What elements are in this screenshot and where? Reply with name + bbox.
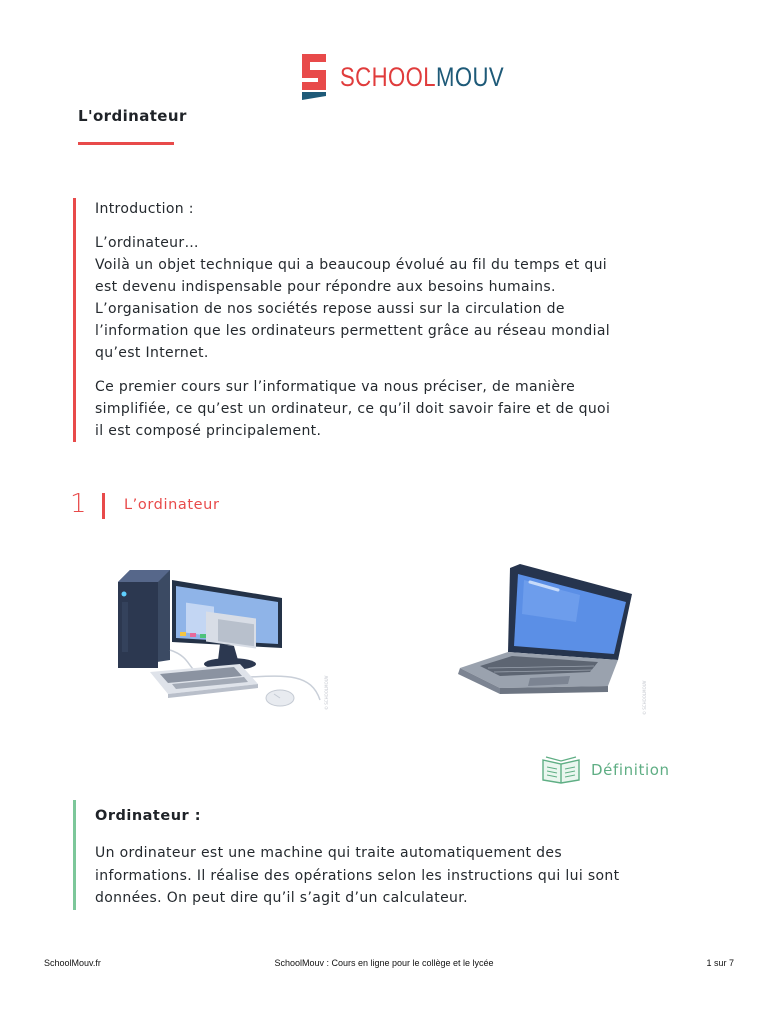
definition-block [73, 800, 715, 910]
footer-tagline: SchoolMouv : Cours en ligne pour le collège et le lycée [274, 958, 494, 968]
definition-text [95, 842, 715, 910]
svg-text:© SCHOOLMOUV: © SCHOOLMOUV [324, 675, 329, 710]
intro-line: simplifiée, ce qu’est un ordinateur, ce qu’il doit savoir faire et de quoi [95, 401, 611, 417]
footer-page-number: 1 sur 7 [706, 958, 734, 968]
intro-line: Voilà un objet technique qui a beaucoup évolué au fil du temps et qui [95, 257, 608, 273]
open-book-icon [540, 754, 582, 784]
intro-line: Ce premier cours sur l’informatique va nous préciser, de manière [95, 379, 576, 395]
definition-line: informations. Il réalise des opérations selon les instructions qui lui sont [95, 867, 620, 884]
section-title: L’ordinateur [124, 497, 220, 513]
brand-name-part2: MOUV [435, 62, 505, 92]
schoolmouv-logo [298, 52, 505, 104]
section-divider [102, 493, 105, 519]
footer-site: SchoolMouv.fr [44, 958, 101, 968]
intro-line: qu’est Internet. [95, 345, 209, 361]
laptop-illustration [440, 560, 660, 720]
introduction-label: Introduction : [95, 201, 194, 217]
intro-line: L’ordinateur… [95, 235, 199, 251]
desktop-computer-illustration [110, 560, 340, 720]
definition-label: Définition [591, 761, 670, 779]
title-underline [78, 142, 174, 145]
intro-line: il est composé principalement. [95, 423, 322, 439]
definition-line: données. On peut dire qu’il s’agit d’un calculateur. [95, 890, 468, 906]
introduction-paragraph-2 [95, 376, 715, 442]
schoolmouv-s-icon [298, 52, 330, 104]
brand-name [340, 62, 504, 93]
brand-name-part1: SCHOOL [340, 62, 436, 92]
introduction-block [73, 198, 715, 442]
svg-text:© SCHOOLMOUV: © SCHOOLMOUV [642, 680, 647, 715]
intro-line: est devenu indispensable pour répondre aux besoins humains. [95, 279, 556, 295]
definition-term: Ordinateur : [95, 808, 202, 824]
section-number: 1 [70, 489, 87, 519]
document-title: L'ordinateur [78, 107, 187, 125]
introduction-paragraph-1 [95, 232, 715, 364]
intro-line: L’organisation de nos sociétés repose aussi sur la circulation de [95, 301, 565, 317]
intro-line: l’information que les ordinateurs permettent grâce au réseau mondial [95, 323, 610, 339]
definition-line: Un ordinateur est une machine qui traite automatiquement des [95, 845, 563, 861]
